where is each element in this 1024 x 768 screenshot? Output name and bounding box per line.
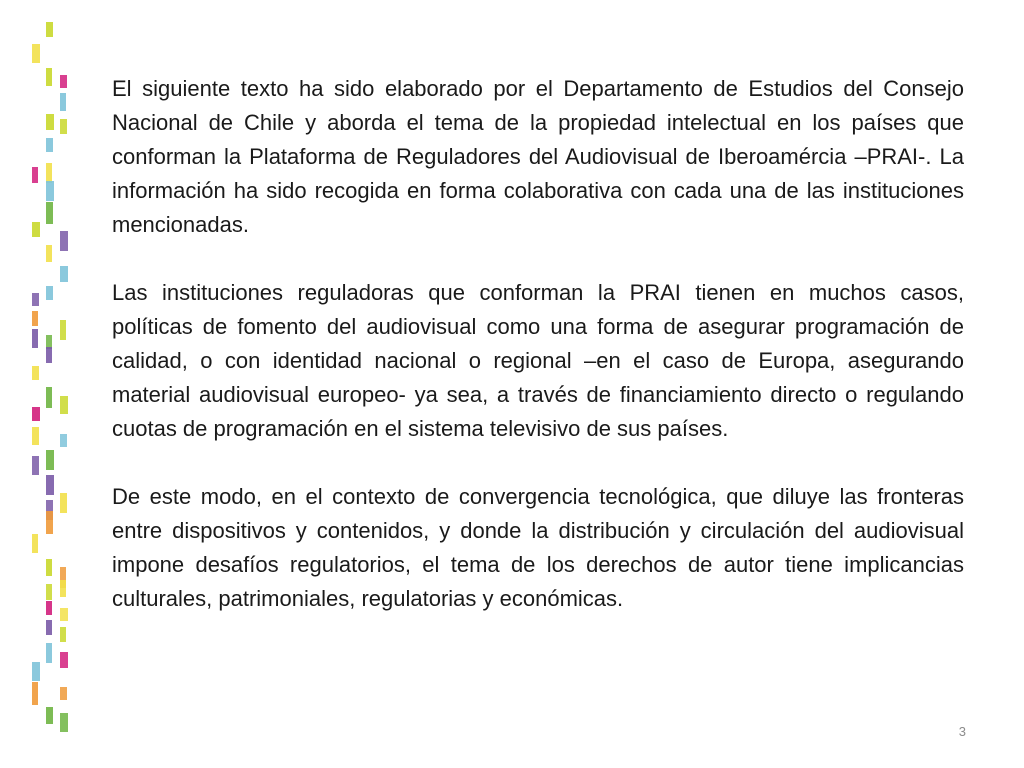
decorative-block	[46, 347, 52, 363]
decorative-block	[60, 320, 66, 340]
decorative-block	[60, 687, 67, 700]
page-number: 3	[958, 724, 966, 739]
decorative-block	[60, 93, 66, 111]
decorative-block	[46, 22, 53, 37]
decorative-block	[60, 266, 68, 282]
slide-body	[112, 72, 964, 616]
decorative-block	[60, 493, 67, 513]
decorative-block	[60, 580, 66, 597]
decorative-block	[60, 627, 66, 642]
decorative-block	[32, 222, 40, 237]
decorative-block	[46, 138, 53, 152]
decorative-block	[32, 407, 40, 421]
decorative-block	[46, 163, 52, 183]
decorative-block	[46, 584, 52, 600]
decorative-block	[32, 329, 38, 348]
decorative-block	[32, 44, 40, 63]
decorative-block	[46, 643, 52, 663]
decorative-color-strip	[26, 22, 72, 738]
decorative-block	[60, 75, 67, 88]
decorative-block	[46, 707, 53, 724]
decorative-block	[60, 231, 68, 251]
decorative-block	[32, 682, 38, 705]
decorative-block	[60, 119, 67, 134]
decorative-block	[46, 245, 52, 262]
decorative-block	[46, 114, 54, 130]
decorative-block	[60, 396, 68, 414]
decorative-block	[32, 311, 38, 326]
decorative-block	[46, 559, 52, 576]
decorative-block	[46, 181, 54, 201]
decorative-block	[60, 713, 68, 732]
decorative-block	[32, 366, 39, 380]
decorative-color-blocks	[26, 22, 72, 738]
decorative-block	[32, 293, 39, 306]
decorative-block	[60, 652, 68, 668]
decorative-block	[32, 456, 39, 475]
decorative-block	[46, 202, 53, 224]
decorative-block	[32, 167, 38, 183]
decorative-block	[60, 608, 68, 621]
decorative-block	[46, 450, 54, 470]
paragraph-prai-institutions: Las instituciones reguladoras que conforman la PRAI tienen en muchos casos, políticas de fomento del audiovisual como una forma de asegurar programación de calidad, o con identidad nacional o regional –en el caso de Europa, asegurando material audiovisual europeo- ya sea, a través de financiamiento directo o regulando cuotas de programación en el sistema televisivo de sus países.	[112, 280, 964, 441]
decorative-block	[32, 427, 39, 445]
decorative-block	[46, 475, 54, 495]
decorative-block	[46, 68, 52, 86]
decorative-block	[32, 534, 38, 553]
decorative-block	[60, 434, 67, 447]
paragraph-intro: El siguiente texto ha sido elaborado por el Departamento de Estudios del Consejo Nacional de Chile y aborda el tema de la propiedad intelectual en los países que conforman la Plataforma de Reguladores del Audiovisual de Iberoamércia –PRAI-. La información ha sido recogida en forma colaborativa con cada una de las instituciones mencionadas.	[112, 76, 964, 237]
decorative-block	[32, 662, 40, 681]
decorative-block	[46, 620, 52, 635]
decorative-block	[46, 511, 53, 534]
decorative-block	[46, 387, 52, 408]
decorative-block	[46, 335, 52, 349]
decorative-block	[46, 601, 52, 615]
paragraph-convergence: De este modo, en el contexto de convergencia tecnológica, que diluye las fronteras entre dispositivos y contenidos, y donde la distribución y circulación del audiovisual impone desafíos regulatorios, el tema de los derechos de autor tiene implicancias culturales, patrimoniales, regulatorias y económicas.	[112, 484, 964, 611]
decorative-block	[46, 286, 53, 300]
